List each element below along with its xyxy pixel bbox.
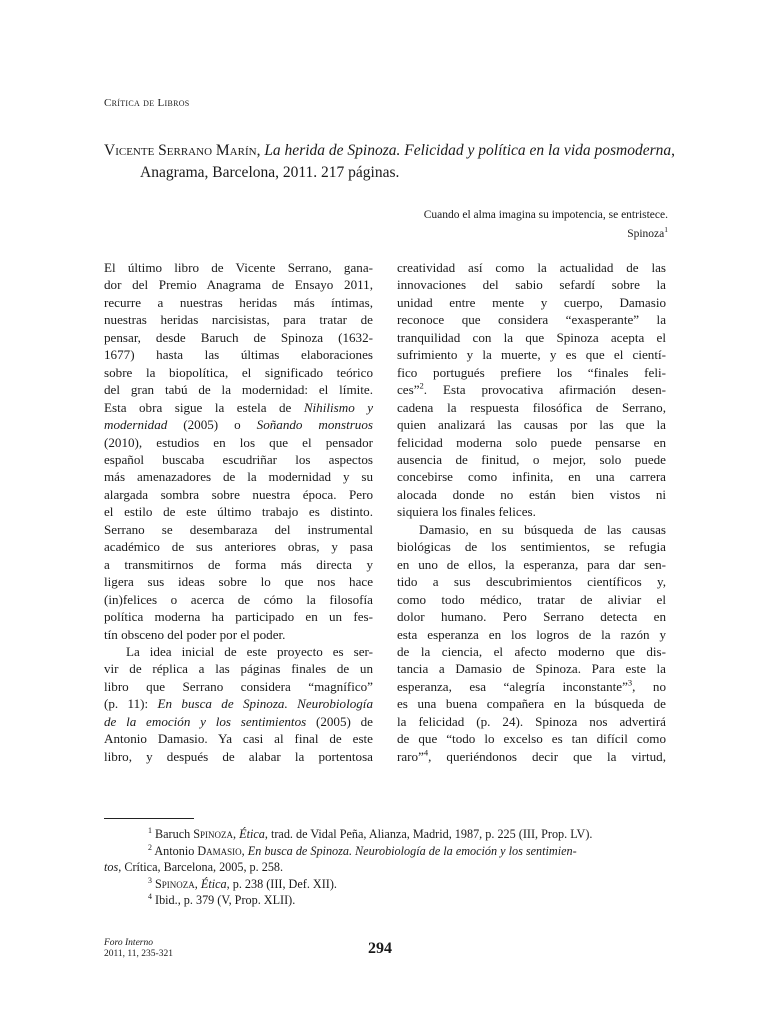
text-line: ces”$^2$. Esta provocativa afirmación desen- (397, 380, 666, 398)
text-column-left (104, 259, 373, 765)
text-line: reconoce que considera “exasperante” la (397, 312, 666, 328)
text-column-right (397, 259, 666, 765)
text-line: nuestras heridas narcisistas, para tratar de (104, 312, 373, 328)
text-line: es una buena compañera en la búsqueda de (397, 696, 666, 712)
text-line: siquiera los finales felices. (397, 504, 536, 520)
text-line: libro que Serrano considera “magnífico” (104, 678, 373, 694)
text-line: tancia a Damasio de Spinoza. Para este la (397, 661, 666, 677)
text-line: sufrimiento y la muerte, y es que el cientí- (397, 347, 666, 363)
text-line: creatividad así como la actualidad de las (397, 260, 666, 275)
text-line: (p. 11): En busca de Spinoza. Neurobiología (104, 696, 373, 712)
text-line: modernidad (2005) o Soñando monstruos (104, 417, 373, 433)
text-line: pensar, desde Baruch de Spinoza (1632- (104, 329, 373, 345)
text-line: El último libro de Vicente Serrano, gana- (104, 260, 373, 275)
journal-volume: 2011, 11, 235-321 (104, 949, 173, 959)
footnote-mark: 1 (664, 225, 668, 235)
text-line: cadena la respuesta filosófica de Serrano, (397, 399, 666, 415)
text-line: esperanza, esa “alegría inconstante”$^3$, no (397, 677, 666, 694)
text-line: sobre la biopolítica, el significado teórico (104, 364, 373, 380)
book-publication-info: , Anagrama, Barcelona, 2011. 217 páginas. (140, 142, 676, 181)
text-line: La idea inicial de este proyecto es ser- (126, 643, 373, 659)
text-line: Damasio, en su búsqueda de las causas (419, 521, 666, 537)
text-line: alargada sombra sobre nuestra época. Pero (104, 486, 373, 502)
book-author: Vicente Serrano Marín (104, 142, 257, 159)
text-line: ligera sus ideas sobre lo que nos hace (104, 574, 373, 590)
book-reference (104, 140, 712, 184)
journal-info (104, 938, 173, 960)
footnote-4: $^4$ Ibid., p. 379 (V, Prop. XLII). (148, 891, 296, 907)
text-line: vir de réplica a las páginas finales de un (104, 661, 373, 677)
text-line: académico de sus anteriores obras, y pasa (104, 539, 373, 555)
text-line: esta esperanza en los logros de la razón y (397, 626, 666, 642)
text-line: quien analizará las causas por las que la (397, 417, 666, 433)
journal-name: Foro Interno (104, 938, 153, 948)
footnote-2: $^2$ Antonio Damasio, En busca de Spinoza. Neurobiología de la emoción y los sentimien- tos, Crítica, Barcelona, 2005, p. 258. (104, 842, 577, 874)
text-line: tín obsceno del poder por el poder. (104, 626, 286, 642)
text-line: unidad entre mente y cuerpo, Damasio (397, 294, 666, 310)
text-line: español buscaba escudriñar los aspectos (104, 451, 373, 467)
text-line: de la emoción y los sentimientos (2005) de (104, 713, 373, 729)
epigraph-quote: Cuando el alma imagina su impotencia, se entristece. (423, 209, 668, 221)
footnote-rule (104, 818, 194, 819)
footnote-1: $^1$ Baruch Spinoza, Ética, trad. de Vidal Peña, Alianza, Madrid, 1987, p. 225 (III, Prop. LV). (148, 825, 593, 841)
text-line: el estilo de este último trabajo es distinto. (104, 504, 373, 520)
text-line: a transmitirnos de forma más directa y (104, 556, 373, 572)
running-head: Crítica de Libros (104, 97, 190, 109)
epigraph-attribution: Spinoza$^1$ (627, 225, 668, 240)
footnotes (104, 826, 668, 909)
text-line: política moderna ha participado en un fes- (104, 609, 373, 625)
reference-separator: , (256, 142, 265, 159)
text-line: de que “todo lo excelso es tan difícil como (397, 731, 666, 747)
text-line: (2010), estudios en los que el pensador (104, 434, 373, 450)
text-line: como todo médico, tratar de aliviar el (397, 591, 666, 607)
text-line: más amenazadores de la modernidad y su (104, 469, 373, 485)
text-line: fico portugués prefiere los “finales feli- (397, 364, 666, 380)
text-line: de la ciencia, el afecto moderno que dis- (397, 643, 666, 659)
text-line: raro”$^4$, queriéndonos decir que la virtud, (397, 747, 666, 764)
text-line: tranquilidad con la que Spinoza acepta el (397, 329, 666, 345)
text-line: en uno de ellos, la esperanza, para dar sen- (397, 556, 666, 572)
text-line: recurre a nuestras heridas más íntimas, (104, 294, 373, 310)
text-line: del gran tabú de la modernidad: el límite. (104, 382, 373, 398)
text-line: Esta obra sigue la estela de Nihilismo y (104, 399, 374, 415)
text-line: ausencia de finitud, o mejor, solo puede (397, 451, 666, 467)
text-line: dolor humano. Pero Serrano detecta en (397, 609, 666, 625)
text-line: Serrano se desembaraza del instrumental (104, 521, 373, 537)
text-line: dor del Premio Anagrama de Ensayo 2011, (104, 277, 373, 293)
text-line: innovaciones del sabio sefardí sobre la (397, 277, 666, 293)
text-line: la felicidad (p. 24). Spinoza nos advertirá (397, 713, 666, 729)
text-line: felicidad moderna solo puede pensarse en (397, 434, 666, 450)
text-line: alocada donde no están bien vistos ni (397, 486, 666, 502)
book-title: La herida de Spinoza. Felicidad y política en la vida posmoderna (264, 142, 672, 159)
text-line: concebirse como infinita, en una carrera (397, 469, 666, 485)
text-line: 1677) hasta las últimas elaboraciones (104, 347, 373, 363)
text-line: (in)felices o acerca de cómo la filosofía (104, 591, 373, 607)
footnote-3: $^3$ Spinoza, Ética, p. 238 (III, Def. XII). (148, 875, 337, 891)
text-line: Antonio Damasio. Ya casi al final de este (104, 731, 373, 747)
epigraph (268, 206, 668, 244)
text-line: libro, y después de alabar la portentosa (104, 748, 373, 764)
text-line: biológicas de los sentimientos, se refugia (397, 539, 666, 555)
text-line: tido a sus descubrimientos científicos y, (397, 574, 666, 590)
page-number: 294 (368, 940, 392, 957)
